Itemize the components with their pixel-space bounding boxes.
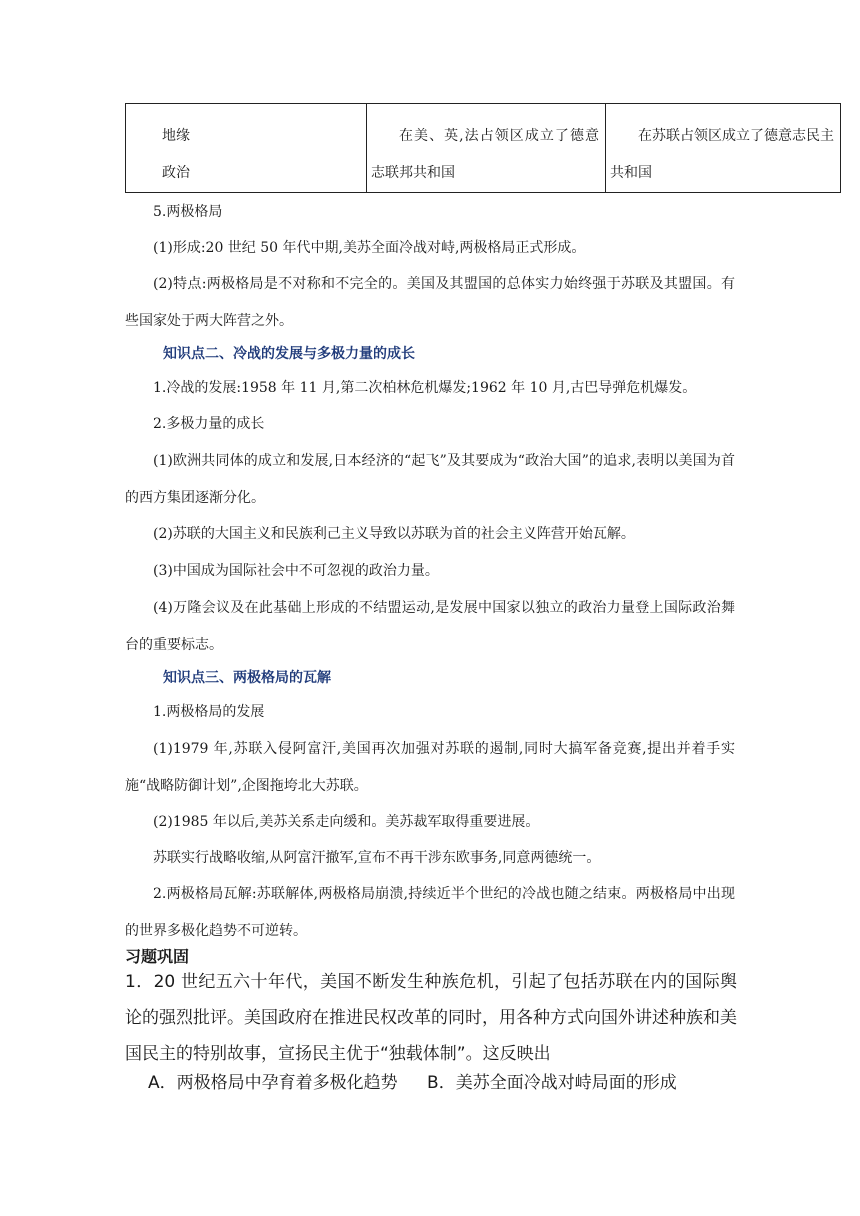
multipolar-point-4: (4)万隆会议及在此基础上形成的不结盟运动,是发展中国家以独立的政治力量登上国际政治舞台的重要标志。 — [125, 600, 735, 653]
table-west-cell — [367, 104, 606, 193]
section-5-formation: (1)形成:20 世纪 50 年代中期,美苏全面冷战对峙,两极格局正式形成。 — [153, 240, 586, 256]
option-b[interactable]: B．美苏全面冷战对峙局面的形成 — [427, 1073, 677, 1093]
knowledge-point-3-heading: 知识点三、两极格局的瓦解 — [163, 670, 331, 686]
bipolar-development-1985: (2)1985 年以后,美苏关系走向缓和。美苏裁军取得重要进展。 — [153, 814, 540, 830]
cold-war-development: 1.冷战的发展:1958 年 11 月,第二次柏林危机爆发;1962 年 10 月,古巴导弹危机爆发。 — [153, 380, 697, 396]
multipolar-growth-title: 2.多极力量的成长 — [153, 416, 265, 432]
option-a[interactable]: A．两极格局中孕育着多极化趋势 — [148, 1073, 398, 1093]
question-1-stem: 1．20 世纪五六十年代，美国不断发生种族危机，引起了包括苏联在内的国际舆论的强烈批评。美国政府在推进民权改革的同时，用各种方式向国外讲述种族和美国民主的特别故事，宣扬民主优于“独载体制”。这反映出 — [125, 972, 737, 1064]
table-east-cell — [606, 104, 841, 193]
bipolar-development-title: 1.两极格局的发展 — [153, 704, 265, 720]
section-5-title: 5.两极格局 — [153, 204, 223, 220]
bipolar-collapse: 2.两极格局瓦解:苏联解体,两极格局崩溃,持续近半个世纪的冷战也随之结束。两极格局中出现的世界多极化趋势不可逆转。 — [125, 886, 735, 939]
question-1-options — [148, 1068, 677, 1093]
table-label-line-2: 政治 — [162, 165, 190, 181]
table-row — [126, 104, 841, 193]
table-label-cell — [126, 104, 367, 193]
exercise-title: 习题巩固 — [125, 947, 190, 966]
table-label-line-1: 地缘 — [162, 128, 190, 144]
multipolar-point-2: (2)苏联的大国主义和民族利己主义导致以苏联为首的社会主义阵营开始瓦解。 — [153, 526, 635, 542]
multipolar-point-3: (3)中国成为国际社会中不可忽视的政治力量。 — [153, 563, 439, 579]
table-east-text: 在苏联占领区成立了德意志民主共和国 — [610, 128, 834, 181]
knowledge-point-2-heading: 知识点二、冷战的发展与多极力量的成长 — [163, 346, 415, 362]
section-5-features: (2)特点:两极格局是不对称和不完全的。美国及其盟国的总体实力始终强于苏联及其盟国。有些国家处于两大阵营之外。 — [125, 276, 735, 329]
multipolar-point-1: (1)欧洲共同体的成立和发展,日本经济的“起飞”及其要成为“政治大国”的追求,表明以美国为首的西方集团逐渐分化。 — [125, 453, 735, 506]
table-west-text: 在美、英,法占领区成立了德意志联邦共和国 — [371, 128, 599, 181]
soviet-strategic-contraction: 苏联实行战略收缩,从阿富汗撤军,宣布不再干涉东欧事务,同意两德统一。 — [153, 850, 601, 866]
bipolar-development-1979: (1)1979 年,苏联入侵阿富汗,美国再次加强对苏联的遏制,同时大搞军备竞赛,提出并着手实施“战略防御计划”,企图拖垮北大苏联。 — [125, 741, 735, 794]
geopolitics-table — [125, 103, 841, 193]
